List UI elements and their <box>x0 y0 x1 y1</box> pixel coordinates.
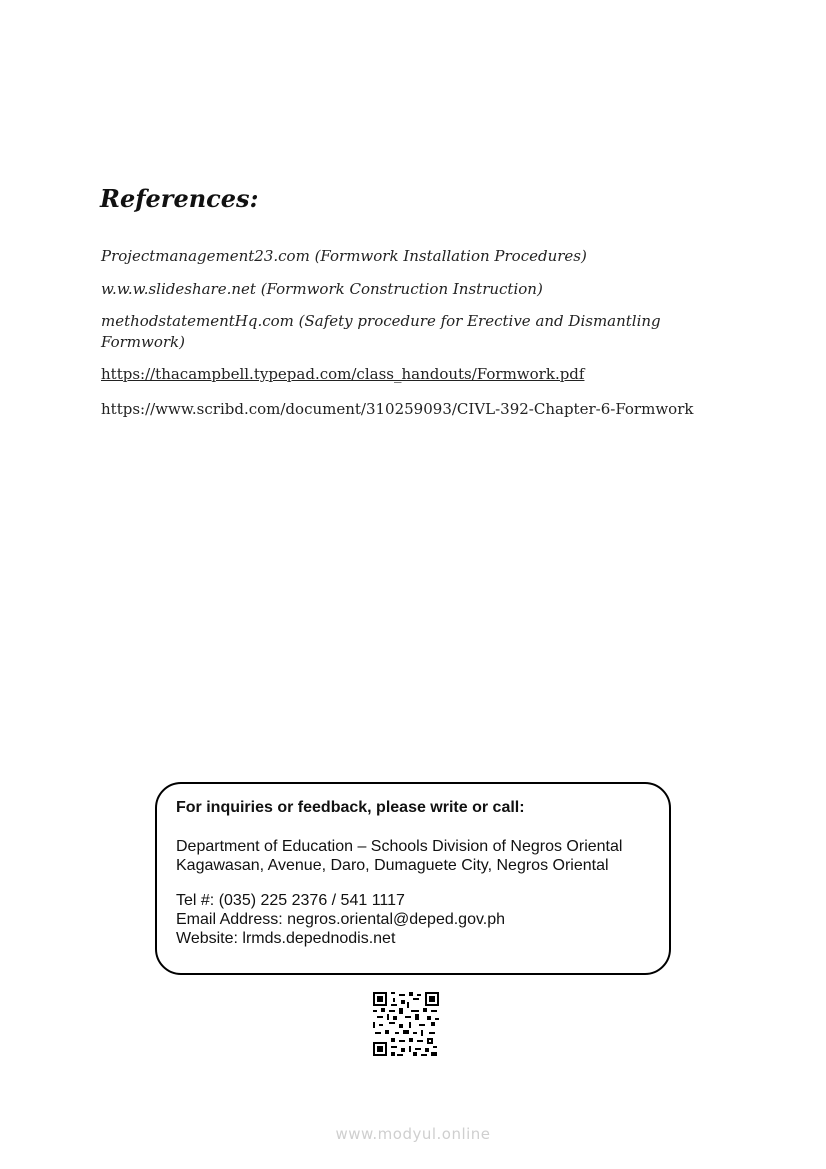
reference-item: https://www.scribd.com/document/310259093/CIVL-392-Chapter-6-Formwork <box>101 400 694 418</box>
contact-website: Website: lrmds.depednodis.net <box>176 930 396 947</box>
qr-code-icon <box>373 992 439 1056</box>
reference-item: Projectmanagement23.com (Formwork Installation Procedures) <box>101 247 587 265</box>
contact-line: Department of Education – Schools Division of Negros Oriental <box>176 838 623 855</box>
contact-heading: For inquiries or feedback, please write or call: <box>176 799 525 816</box>
contact-line: Kagawasan, Avenue, Daro, Dumaguete City, Negros Oriental <box>176 857 609 874</box>
watermark: www.modyul.online <box>335 1125 491 1143</box>
reference-item: methodstatementHq.com (Safety procedure for Erective and Dismantling Formwork) <box>101 312 661 351</box>
contact-box <box>155 782 671 975</box>
contact-phone: Tel #: (035) 225 2376 / 541 1117 <box>176 892 405 909</box>
reference-link[interactable]: https://thacampbell.typepad.com/class_handouts/Formwork.pdf <box>101 365 585 383</box>
references-title: References: <box>100 184 259 213</box>
contact-email: Email Address: negros.oriental@deped.gov.ph <box>176 911 506 928</box>
reference-item: w.w.w.slideshare.net (Formwork Construction Instruction) <box>101 280 543 298</box>
